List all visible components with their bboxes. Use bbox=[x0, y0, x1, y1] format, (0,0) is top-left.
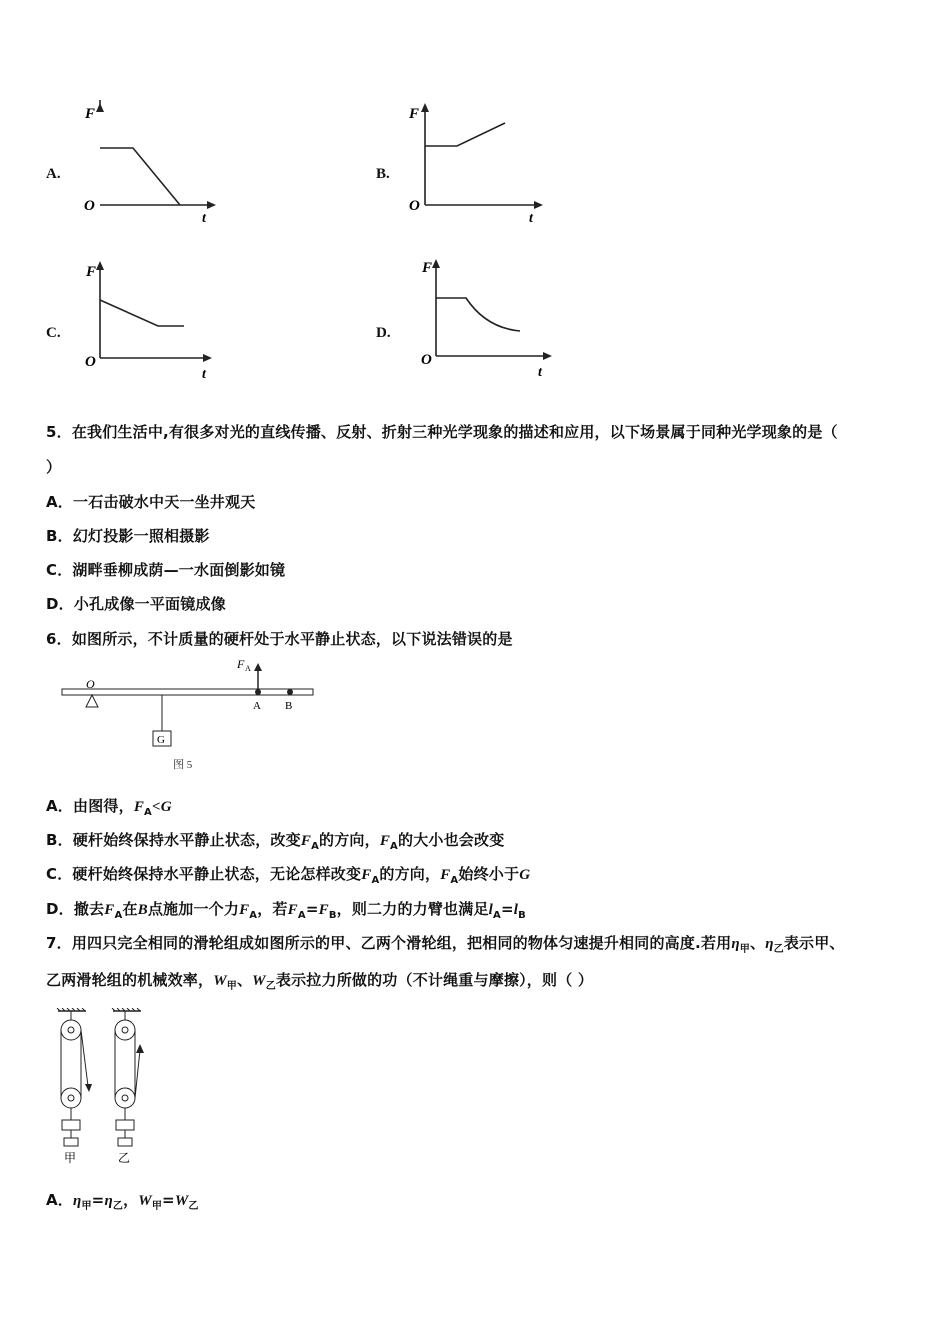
graph-d-label: D. bbox=[376, 325, 391, 341]
point-a-label: A bbox=[253, 700, 261, 712]
origin-label: O bbox=[409, 198, 420, 214]
x-label: t bbox=[538, 365, 542, 380]
q7-option-a: A．$\eta_甲=\eta_乙$，$W_甲=W_乙$ bbox=[46, 1191, 199, 1212]
graph-a-label: A. bbox=[46, 166, 61, 182]
graph-a bbox=[80, 100, 220, 225]
graph-c bbox=[80, 258, 220, 383]
q6-option-c: C．硬杆始终保持水平静止状态，无论怎样改变$F_A$的方向，$F_A$始终小于G bbox=[46, 865, 531, 886]
graph-b bbox=[405, 100, 550, 225]
label-jia: 甲 bbox=[64, 1151, 77, 1165]
y-label: F bbox=[409, 106, 420, 122]
q5-stem-end: ） bbox=[46, 458, 62, 476]
pivot-icon bbox=[86, 695, 98, 707]
q5-option-d: D．小孔成像一平面镜成像 bbox=[46, 595, 226, 613]
pulley-figure bbox=[48, 1008, 168, 1168]
force-label: F bbox=[237, 657, 245, 671]
point-b-label: B bbox=[285, 700, 293, 712]
origin-label: O bbox=[85, 354, 96, 370]
q5-stem: 5．在我们生活中,有很多对光的直线传播、反射、折射三种光学现象的描述和应用，以下场景属于同种光学现象的是（ bbox=[46, 423, 838, 441]
lever-figure bbox=[55, 655, 325, 775]
label-yi: 乙 bbox=[118, 1151, 131, 1165]
q6-option-d: D．撤去$F_A$在B点施加一个力$F_A$，若$F_A=F_B$，则二力的力臂也满足$l_A=l_B$ bbox=[46, 900, 526, 921]
curve bbox=[100, 300, 184, 326]
pulley-system-jia bbox=[57, 1008, 92, 1165]
q7-stem-line1: 7．用四只完全相同的滑轮组成如图所示的甲、乙两个滑轮组，把相同的物体匀速提升相同的高度.若用$\eta_甲$、$\eta_乙$表示甲、 bbox=[46, 934, 845, 955]
q7-stem-line2: 乙两滑轮组的机械效率，$W_甲$、$W_乙$表示拉力所做的功（不计绳重与摩擦），则（ ） bbox=[46, 971, 594, 992]
q5-option-a: A．一石击破水中天一坐井观天 bbox=[46, 493, 256, 511]
y-label: F bbox=[85, 106, 96, 122]
graph-d bbox=[416, 256, 561, 381]
pivot-label: O bbox=[86, 677, 95, 691]
x-label: t bbox=[529, 211, 533, 225]
lever-bar bbox=[62, 689, 313, 695]
y-label: F bbox=[422, 260, 433, 276]
point-b bbox=[287, 689, 293, 695]
pulley-system-yi bbox=[112, 1008, 144, 1165]
origin-label: O bbox=[421, 352, 432, 368]
q6-option-b: B．硬杆始终保持水平静止状态，改变$F_A$的方向，$F_A$的大小也会改变 bbox=[46, 831, 505, 852]
figure-caption: 图 5 bbox=[173, 759, 193, 771]
x-label: t bbox=[202, 211, 206, 225]
weight bbox=[62, 1120, 80, 1130]
y-label: F bbox=[86, 264, 97, 280]
weight-label: G bbox=[157, 734, 165, 746]
q6-stem: 6．如图所示，不计质量的硬杆处于水平静止状态，以下说法错误的是 bbox=[46, 630, 513, 648]
weight bbox=[116, 1120, 134, 1130]
origin-label: O bbox=[84, 198, 95, 214]
curve bbox=[425, 123, 505, 146]
graph-b-label: B. bbox=[376, 166, 390, 182]
curve bbox=[100, 148, 180, 205]
graph-c-label: C. bbox=[46, 325, 61, 341]
force-sub: A bbox=[245, 664, 251, 673]
q6-option-a: A．由图得，$F_A<G$ bbox=[46, 797, 172, 818]
q5-option-b: B．幻灯投影一照相摄影 bbox=[46, 527, 210, 545]
x-label: t bbox=[202, 367, 206, 382]
q5-option-c: C．湖畔垂柳成荫—一水面倒影如镜 bbox=[46, 561, 286, 579]
curve bbox=[436, 298, 520, 331]
